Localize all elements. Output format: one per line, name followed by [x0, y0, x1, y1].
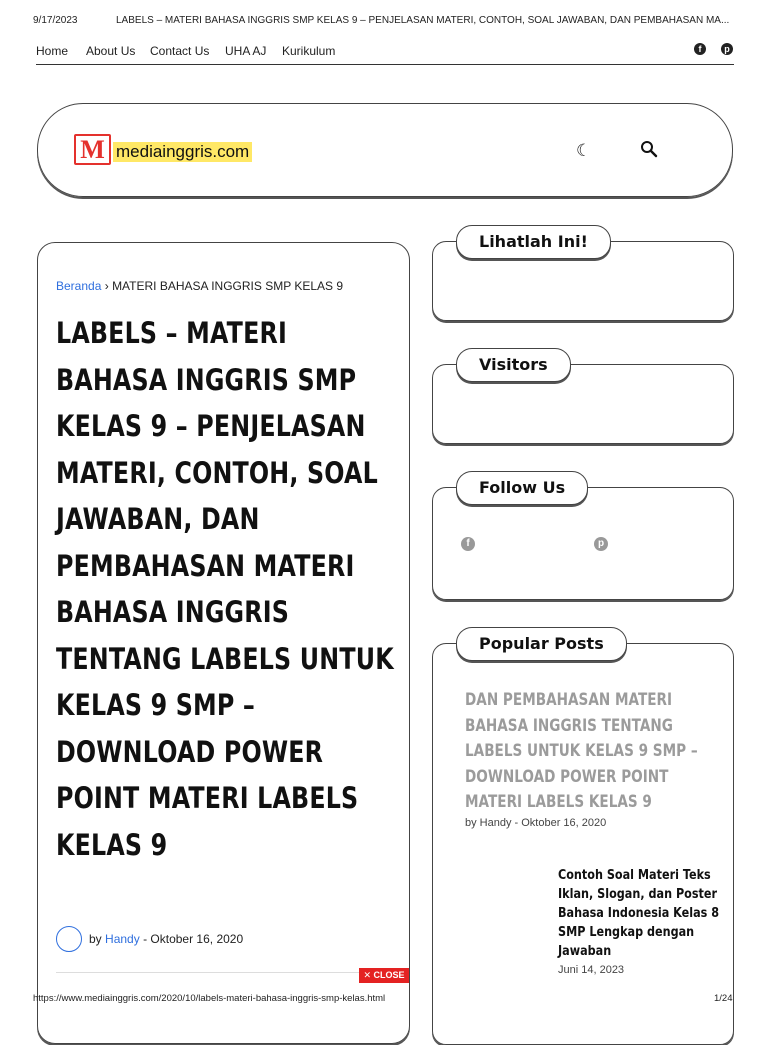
nav-uha-aj[interactable]: UHA AJ: [225, 44, 267, 58]
popular-post-2-date: Juni 14, 2023: [558, 964, 625, 976]
top-nav: [36, 42, 734, 65]
breadcrumb-current: MATERI BAHASA INGGRIS SMP KELAS 9: [112, 279, 344, 293]
divider: [56, 972, 390, 973]
follow-facebook-icon[interactable]: f: [461, 537, 475, 551]
facebook-icon[interactable]: f: [694, 43, 706, 55]
logo-icon[interactable]: M: [74, 134, 111, 165]
byline-prefix: by: [89, 932, 102, 946]
print-title: LABELS – MATERI BAHASA INGGRIS SMP KELAS 9 – PENJELASAN MATERI, CONTOH, SOAL JAWABAN, DAN PEMBAHASAN MA...: [116, 15, 730, 26]
breadcrumb-home[interactable]: Beranda: [56, 279, 102, 293]
byline-separator: -: [143, 932, 148, 946]
widget-title-lihatlah-ini: Lihatlah Ini!: [456, 225, 611, 259]
popular-post-meta: by Handy - Oktober 16, 2020: [465, 817, 607, 829]
pinterest-icon[interactable]: p: [721, 43, 733, 55]
nav-about-us[interactable]: About Us: [86, 44, 136, 58]
print-date: 9/17/2023: [33, 15, 78, 26]
widget-title-visitors: Visitors: [456, 348, 571, 382]
search-icon[interactable]: [640, 140, 658, 158]
widget-title-follow-us: Follow Us: [456, 471, 588, 505]
breadcrumb-separator: ›: [104, 279, 109, 293]
author-link[interactable]: Handy: [105, 932, 140, 946]
popular-post-title[interactable]: DAN PEMBAHASAN MATERI BAHASA INGGRIS TENTANG LABELS UNTUK KELAS 9 SMP – DOWNLOAD POWER POINT MATERI LABELS KELAS 9: [465, 690, 698, 812]
print-page-number: 1/24: [714, 993, 733, 1004]
article-title: LABELS – MATERI BAHASA INGGRIS SMP KELAS 9 – PENJELASAN MATERI, CONTOH, SOAL JAWABAN, DAN PEMBAHASAN MATERI BAHASA INGGRIS TENTANG LABELS UNTUK KELAS 9 SMP – DOWNLOAD POWER POINT MATERI LABELS KELAS 9: [56, 316, 394, 862]
article-date: Oktober 16, 2020: [150, 932, 244, 946]
dark-mode-toggle-icon[interactable]: ☾: [576, 141, 592, 160]
popular-post-2-title[interactable]: Contoh Soal Materi Teks Iklan, Slogan, dan Poster Bahasa Indonesia Kelas 8 SMP Lengkap dengan Jawaban: [558, 867, 720, 959]
close-button[interactable]: [359, 968, 409, 983]
nav-home[interactable]: Home: [36, 44, 69, 58]
nav-contact-us[interactable]: Contact Us: [150, 44, 210, 58]
close-icon: ✕: [363, 970, 371, 980]
print-footer-url: https://www.mediainggris.com/2020/10/labels-materi-bahasa-inggris-smp-kelas.html: [33, 993, 386, 1004]
close-label: CLOSE: [373, 970, 405, 980]
article-byline: [89, 932, 243, 946]
widget-title-popular-posts: Popular Posts: [456, 627, 627, 661]
follow-pinterest-icon[interactable]: p: [594, 537, 608, 551]
nav-kurikulum[interactable]: Kurikulum: [282, 44, 336, 58]
breadcrumb: [56, 279, 343, 293]
logo-text[interactable]: mediainggris.com: [113, 142, 252, 162]
avatar[interactable]: [56, 926, 82, 952]
